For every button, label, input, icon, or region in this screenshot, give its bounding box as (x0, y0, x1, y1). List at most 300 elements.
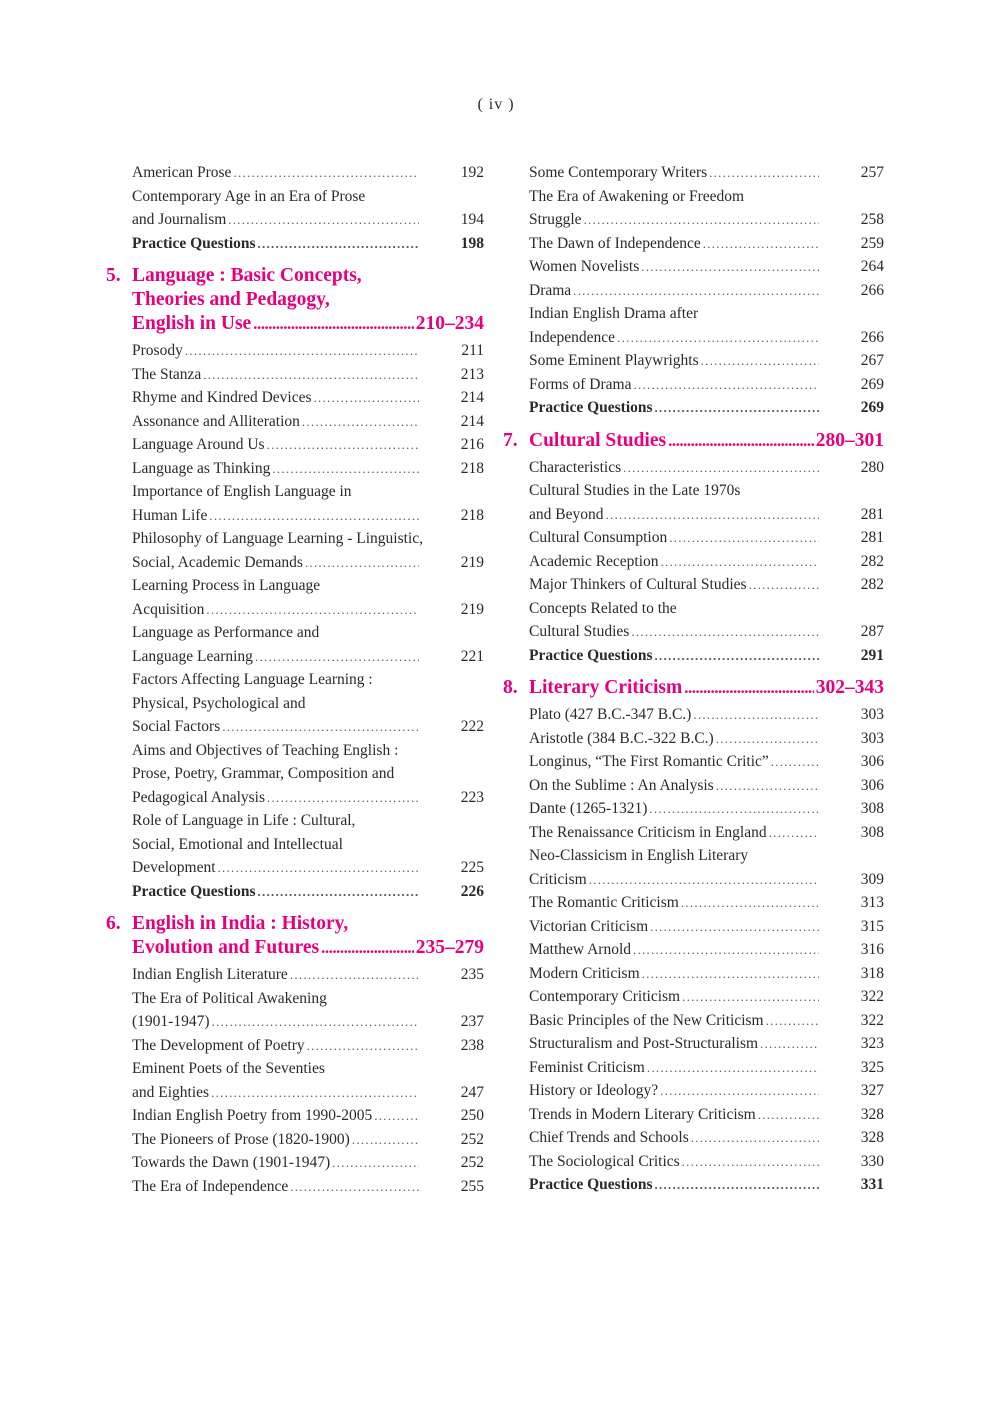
entry-title-line: Longinus, “The First Romantic Critic” (529, 753, 769, 770)
dot-leader (766, 1009, 819, 1033)
dot-leader (693, 703, 818, 727)
entry-page-number: 325 (860, 1058, 884, 1076)
entry-title-line: Some Contemporary Writers (529, 164, 708, 181)
dot-leader (769, 821, 819, 845)
entry-page-number: 219 (460, 553, 484, 571)
entry-title-line: Drama (529, 281, 572, 299)
entry-title-row (106, 339, 484, 363)
entry-title-row (106, 410, 484, 434)
toc-entry[interactable] (503, 526, 884, 550)
toc-entry[interactable] (106, 809, 484, 880)
entry-page-number: 266 (860, 328, 884, 346)
toc-entry[interactable] (503, 1056, 884, 1080)
dot-leader (660, 1079, 819, 1103)
dot-leader (374, 1104, 419, 1128)
toc-entry[interactable] (503, 1079, 884, 1103)
toc-entry[interactable] (503, 1126, 884, 1150)
entry-page-number: 287 (860, 623, 884, 640)
toc-entry[interactable] (106, 1034, 484, 1058)
toc-entry[interactable] (106, 668, 484, 739)
toc-entry[interactable] (503, 774, 884, 798)
entry-title-line: The Era of Political Awakening (132, 989, 327, 1007)
chapter-title-row (503, 429, 884, 453)
toc-entry[interactable] (106, 339, 484, 363)
entry-page-number: 269 (860, 399, 884, 416)
entry-title-row (106, 1104, 484, 1128)
entry-page-number: 281 (860, 529, 884, 546)
entry-page-number: 250 (460, 1107, 484, 1124)
entry-title-row (106, 457, 484, 481)
entry-page-number: 257 (860, 164, 884, 181)
entry-page-number: 331 (860, 1176, 884, 1193)
entry-title-line: Pedagogical Analysis (132, 788, 266, 806)
dot-leader (684, 676, 814, 700)
entry-title-row (106, 1010, 484, 1034)
entry-page-number: 328 (860, 1105, 884, 1123)
entry-title-line: Practice Questions (529, 646, 653, 664)
entry-title-row (106, 1081, 484, 1105)
entry-title-line: Concepts Related to the (529, 599, 677, 617)
toc-entry[interactable] (503, 255, 884, 279)
dot-leader (272, 457, 418, 481)
chapter-heading[interactable] (106, 912, 484, 960)
toc-entry[interactable] (503, 797, 884, 821)
entry-page-number: 194 (460, 211, 484, 228)
practice-questions-entry[interactable] (503, 396, 884, 420)
entry-title-line: Cultural Consumption (529, 529, 668, 546)
entry-title-line: Contemporary Age in an Era of Prose (132, 187, 366, 205)
dot-leader (258, 232, 419, 256)
chapter-heading[interactable] (106, 264, 484, 336)
entry-title-line: (1901-1947) (132, 1013, 210, 1030)
entry-title-row (503, 620, 884, 644)
entry-title-row (106, 551, 484, 575)
entry-title-row (503, 703, 884, 727)
toc-entry[interactable] (106, 963, 484, 987)
dot-leader (623, 456, 819, 480)
entry-title-row (106, 208, 484, 232)
entry-page-number: 282 (860, 576, 884, 593)
entry-title-line: Social, Academic Demands (132, 553, 303, 571)
entry-page-number: 235 (460, 966, 484, 983)
entry-title-row (503, 1103, 884, 1127)
toc-entry[interactable] (503, 550, 884, 574)
toc-entry[interactable] (503, 891, 884, 915)
entry-title-row (106, 1128, 484, 1152)
entry-title-line: Towards the Dawn (1901-1947) (132, 1154, 331, 1171)
entry-page-number: 258 (860, 211, 884, 228)
entry-page-number: 264 (860, 258, 884, 275)
dot-leader (661, 550, 819, 574)
entry-title-line: Development (132, 859, 216, 876)
toc-entry[interactable] (503, 373, 884, 397)
toc-entry[interactable] (106, 527, 484, 574)
dot-leader (321, 936, 414, 960)
entry-title-line: Independence (529, 328, 616, 346)
entry-title-row (503, 1150, 884, 1174)
entry-title-line: Plato (427 B.C.-347 B.C.) (529, 706, 692, 723)
entry-title-line: American Prose (132, 164, 232, 181)
toc-entry[interactable] (106, 410, 484, 434)
entry-title-row (106, 232, 484, 256)
dot-leader (573, 279, 819, 303)
dot-leader (716, 727, 819, 751)
dot-leader (691, 1126, 819, 1150)
dot-leader (307, 1034, 419, 1058)
entry-page-number: 247 (460, 1083, 484, 1101)
entry-page-number: 221 (460, 647, 484, 665)
dot-leader (647, 1056, 819, 1080)
chapter-title-line: English in India : History, (132, 913, 349, 934)
entry-title-row (503, 868, 884, 892)
entry-title-line: Aristotle (384 B.C.-322 B.C.) (529, 729, 714, 747)
chapter-title-row (106, 936, 484, 960)
entry-title-row (503, 456, 884, 480)
entry-title-row (503, 208, 884, 232)
entry-title-row (503, 727, 884, 751)
entry-title-line: Social, Emotional and Intellectual (132, 835, 343, 853)
entry-page-number: 318 (860, 964, 884, 982)
entry-title-line: and Journalism (132, 211, 227, 228)
chapter-title-line: Literary Criticism (529, 677, 683, 698)
entry-title-line: Basic Principles of the New Criticism (529, 1011, 764, 1029)
dot-leader (267, 786, 419, 810)
entry-title-row (106, 433, 484, 457)
dot-leader (633, 938, 819, 962)
chapter-heading[interactable] (503, 429, 884, 453)
entry-page-number: 291 (860, 646, 884, 664)
toc-entry[interactable] (106, 621, 484, 668)
chapter-number: 8. (503, 677, 518, 698)
entry-page-number: 330 (860, 1152, 884, 1170)
entry-page-number: 281 (860, 505, 884, 523)
entry-title-row (503, 797, 884, 821)
entry-title-line: History or Ideology? (529, 1082, 659, 1099)
dot-leader (203, 363, 418, 387)
entry-title-row (503, 750, 884, 774)
toc-entry[interactable] (503, 573, 884, 597)
entry-title-row (503, 962, 884, 986)
entry-title-row (503, 550, 884, 574)
dot-leader (649, 797, 818, 821)
entry-page-number: 214 (460, 389, 484, 406)
dot-leader (631, 620, 818, 644)
toc-entry[interactable] (503, 456, 884, 480)
dot-leader (655, 644, 819, 668)
entry-title-row (503, 526, 884, 550)
entry-page-number: 225 (460, 859, 484, 876)
dot-leader (703, 232, 819, 256)
entry-title-line: Physical, Psychological and (132, 694, 306, 712)
chapter-page-range: 235–279 (415, 937, 484, 958)
toc-entry[interactable] (503, 597, 884, 644)
entry-page-number: 259 (860, 234, 884, 252)
entry-title-row (503, 644, 884, 668)
toc-entry[interactable] (503, 479, 884, 526)
page-number: ( iv ) (477, 96, 515, 113)
entry-page-number: 223 (460, 788, 484, 806)
entry-title-line: Matthew Arnold (529, 941, 632, 958)
toc-entry[interactable] (106, 1128, 484, 1152)
dot-leader (682, 1150, 819, 1174)
entry-title-row (503, 349, 884, 373)
entry-page-number: 237 (460, 1013, 484, 1030)
entry-page-number: 252 (460, 1130, 484, 1148)
chapter-heading[interactable] (503, 676, 884, 700)
entry-page-number: 238 (460, 1036, 484, 1054)
entry-page-number: 267 (860, 352, 884, 369)
toc-entry[interactable] (106, 386, 484, 410)
dot-leader (760, 1032, 819, 1056)
toc-entry[interactable] (503, 1009, 884, 1033)
entry-title-line: Dante (1265-1321) (529, 800, 648, 817)
dot-leader (589, 868, 819, 892)
entry-title-row (106, 856, 484, 880)
entry-page-number: 306 (860, 753, 884, 770)
dot-leader (605, 503, 818, 527)
entry-page-number: 219 (460, 600, 484, 618)
entry-title-line: and Beyond (529, 505, 604, 523)
entry-title-row (503, 279, 884, 303)
practice-questions-entry[interactable] (106, 880, 484, 904)
toc-entry[interactable] (106, 185, 484, 232)
entry-title-line: Practice Questions (529, 399, 653, 416)
entry-title-line: Language Learning (132, 647, 253, 665)
entry-title-row (503, 891, 884, 915)
entry-page-number: 309 (860, 870, 884, 888)
entry-title-row (503, 1009, 884, 1033)
toc-entry[interactable] (106, 363, 484, 387)
dot-leader (305, 551, 419, 575)
entry-title-line: On the Sublime : An Analysis (529, 776, 714, 794)
entry-title-line: Prose, Poetry, Grammar, Composition and (132, 765, 395, 782)
dot-leader (709, 161, 819, 185)
entry-title-line: Victorian Criticism (529, 917, 649, 935)
toc-entry[interactable] (503, 844, 884, 891)
entry-title-row (106, 598, 484, 622)
entry-title-line: Feminist Criticism (529, 1058, 645, 1076)
entry-title-line: Cultural Studies (529, 623, 630, 640)
entry-title-line: Acquisition (132, 600, 205, 618)
toc-entry[interactable] (503, 185, 884, 232)
entry-title-line: Indian English Literature (132, 966, 288, 983)
dot-leader (681, 891, 819, 915)
toc-entry[interactable] (503, 1032, 884, 1056)
entry-title-line: Indian English Drama after (529, 305, 699, 322)
dot-leader (267, 433, 419, 457)
toc-entry[interactable] (106, 161, 484, 185)
dot-leader (758, 1103, 819, 1127)
entry-title-row (503, 1056, 884, 1080)
dot-leader (233, 161, 418, 185)
toc-entry[interactable] (503, 161, 884, 185)
entry-title-line: Indian English Poetry from 1990-2005 (132, 1107, 373, 1124)
entry-title-line: Modern Criticism (529, 964, 640, 982)
practice-questions-entry[interactable] (106, 232, 484, 256)
chapter-number: 5. (106, 265, 121, 286)
toc-entry[interactable] (106, 1057, 484, 1104)
toc-entry[interactable] (503, 821, 884, 845)
dot-leader (641, 255, 818, 279)
entry-page-number: 198 (460, 234, 484, 252)
entry-page-number: 216 (460, 436, 484, 453)
entry-title-row (503, 1126, 884, 1150)
entry-page-number: 322 (860, 988, 884, 1005)
entry-title-line: Women Novelists (529, 258, 640, 275)
toc-entry[interactable] (106, 480, 484, 527)
dot-leader (771, 750, 819, 774)
entry-page-number: 218 (460, 506, 484, 524)
entry-title-line: Some Eminent Playwrights (529, 352, 699, 369)
practice-questions-entry[interactable] (503, 1173, 884, 1197)
entry-title-line: Cultural Studies in the Late 1970s (529, 482, 741, 499)
entry-title-line: The Renaissance Criticism in England (529, 823, 767, 841)
entry-title-line: Neo-Classicism in English Literary (529, 847, 749, 864)
entry-title-line: Contemporary Criticism (529, 988, 681, 1005)
toc-entry[interactable] (503, 727, 884, 751)
entry-title-row (503, 938, 884, 962)
toc-right-column (503, 161, 884, 1197)
entry-title-line: The Pioneers of Prose (1820-1900) (132, 1130, 350, 1148)
entry-page-number: 308 (860, 823, 884, 841)
toc-entry[interactable] (503, 938, 884, 962)
entry-title-row (106, 386, 484, 410)
entry-title-row (503, 326, 884, 350)
toc-entry[interactable] (503, 279, 884, 303)
entry-title-line: Chief Trends and Schools (529, 1129, 689, 1146)
toc-entry[interactable] (503, 703, 884, 727)
entry-title-line: Language as Thinking (132, 459, 271, 477)
dot-leader (668, 429, 814, 453)
entry-page-number: 303 (860, 729, 884, 747)
chapter-title-line: Language : Basic Concepts, (132, 265, 362, 286)
entry-title-line: Factors Affecting Language Learning : (132, 671, 373, 688)
entry-title-line: Practice Questions (132, 234, 256, 252)
entry-title-row (106, 363, 484, 387)
toc-entry[interactable] (503, 962, 884, 986)
dot-leader (655, 1173, 819, 1197)
entry-page-number: 328 (860, 1129, 884, 1146)
entry-title-row (503, 915, 884, 939)
toc-entry[interactable] (106, 433, 484, 457)
toc-entry[interactable] (503, 232, 884, 256)
entry-page-number: 322 (860, 1011, 884, 1029)
entry-title-row (503, 774, 884, 798)
entry-title-line: Aims and Objectives of Teaching English : (132, 741, 399, 759)
entry-title-row (503, 821, 884, 845)
chapter-title-line: Theories and Pedagogy, (132, 289, 330, 310)
toc-entry[interactable] (503, 750, 884, 774)
entry-title-line: Rhyme and Kindred Devices (132, 389, 312, 406)
entry-title-line: Philosophy of Language Learning - Linguistic, (132, 530, 423, 547)
dot-leader (682, 985, 819, 1009)
entry-title-line: Language as Performance and (132, 624, 320, 641)
entry-title-line: Trends in Modern Literary Criticism (529, 1105, 756, 1123)
toc-left-column (106, 161, 484, 1198)
entry-title-line: The Stanza (132, 365, 202, 383)
dot-leader (206, 598, 418, 622)
dot-leader (701, 349, 819, 373)
entry-title-row (106, 786, 484, 810)
entry-title-line: Academic Reception (529, 552, 659, 570)
entry-title-row (503, 232, 884, 256)
dot-leader (584, 208, 819, 232)
entry-title-line: Learning Process in Language (132, 577, 321, 594)
entry-title-line: Language Around Us (132, 436, 265, 453)
entry-title-row (106, 1151, 484, 1175)
entry-page-number: 282 (860, 552, 884, 570)
dot-leader (212, 1010, 419, 1034)
entry-page-number: 255 (460, 1177, 484, 1195)
entry-title-line: Social Factors (132, 718, 221, 735)
dot-leader (332, 1151, 419, 1175)
toc-entry[interactable] (106, 457, 484, 481)
chapter-title-row (503, 676, 884, 700)
toc-entry[interactable] (106, 1175, 484, 1199)
entry-title-line: The Sociological Critics (529, 1152, 680, 1170)
dot-leader (749, 573, 819, 597)
toc-entry[interactable] (106, 574, 484, 621)
entry-title-line: Forms of Drama (529, 375, 632, 393)
dot-leader (253, 312, 414, 336)
entry-page-number: 226 (460, 882, 484, 900)
entry-page-number: 218 (460, 459, 484, 477)
entry-page-number: 266 (860, 281, 884, 299)
entry-title-row (106, 880, 484, 904)
toc-entry[interactable] (106, 987, 484, 1034)
practice-questions-entry[interactable] (503, 644, 884, 668)
toc-entry[interactable] (106, 739, 484, 810)
entry-title-line: Criticism (529, 870, 587, 888)
chapter-number: 7. (503, 429, 518, 451)
toc-entry[interactable] (106, 1104, 484, 1128)
entry-title-row (106, 504, 484, 528)
toc-entry[interactable] (503, 1103, 884, 1127)
dot-leader (716, 774, 819, 798)
entry-title-line: The Era of Awakening or Freedom (529, 187, 745, 205)
entry-title-line: Prosody (132, 342, 183, 359)
entry-page-number: 192 (460, 164, 484, 181)
entry-page-number: 327 (860, 1082, 884, 1099)
toc-entry[interactable] (503, 302, 884, 349)
dot-leader (209, 504, 418, 528)
dot-leader (258, 880, 419, 904)
dot-leader (228, 208, 418, 232)
dot-leader (211, 1081, 419, 1105)
entry-title-row (503, 1032, 884, 1056)
toc-entry[interactable] (503, 1150, 884, 1174)
entry-page-number: 269 (860, 375, 884, 393)
dot-leader (642, 962, 819, 986)
entry-title-row (106, 645, 484, 669)
toc-entry[interactable] (106, 1151, 484, 1175)
entry-title-line: Major Thinkers of Cultural Studies (529, 576, 747, 593)
chapter-title-line: English in Use (132, 313, 252, 334)
entry-page-number: 211 (461, 342, 484, 359)
dot-leader (655, 396, 819, 420)
toc-entry[interactable] (503, 349, 884, 373)
entry-title-row (106, 161, 484, 185)
entry-page-number: 280 (860, 458, 884, 476)
toc-entry[interactable] (503, 915, 884, 939)
dot-leader (290, 1175, 419, 1199)
entry-title-line: Assonance and Alliteration (132, 412, 300, 430)
dot-leader (255, 645, 419, 669)
entry-page-number: 214 (460, 412, 484, 430)
entry-title-line: Eminent Poets of the Seventies (132, 1060, 325, 1077)
toc-entry[interactable] (503, 985, 884, 1009)
entry-title-line: Struggle (529, 211, 582, 228)
